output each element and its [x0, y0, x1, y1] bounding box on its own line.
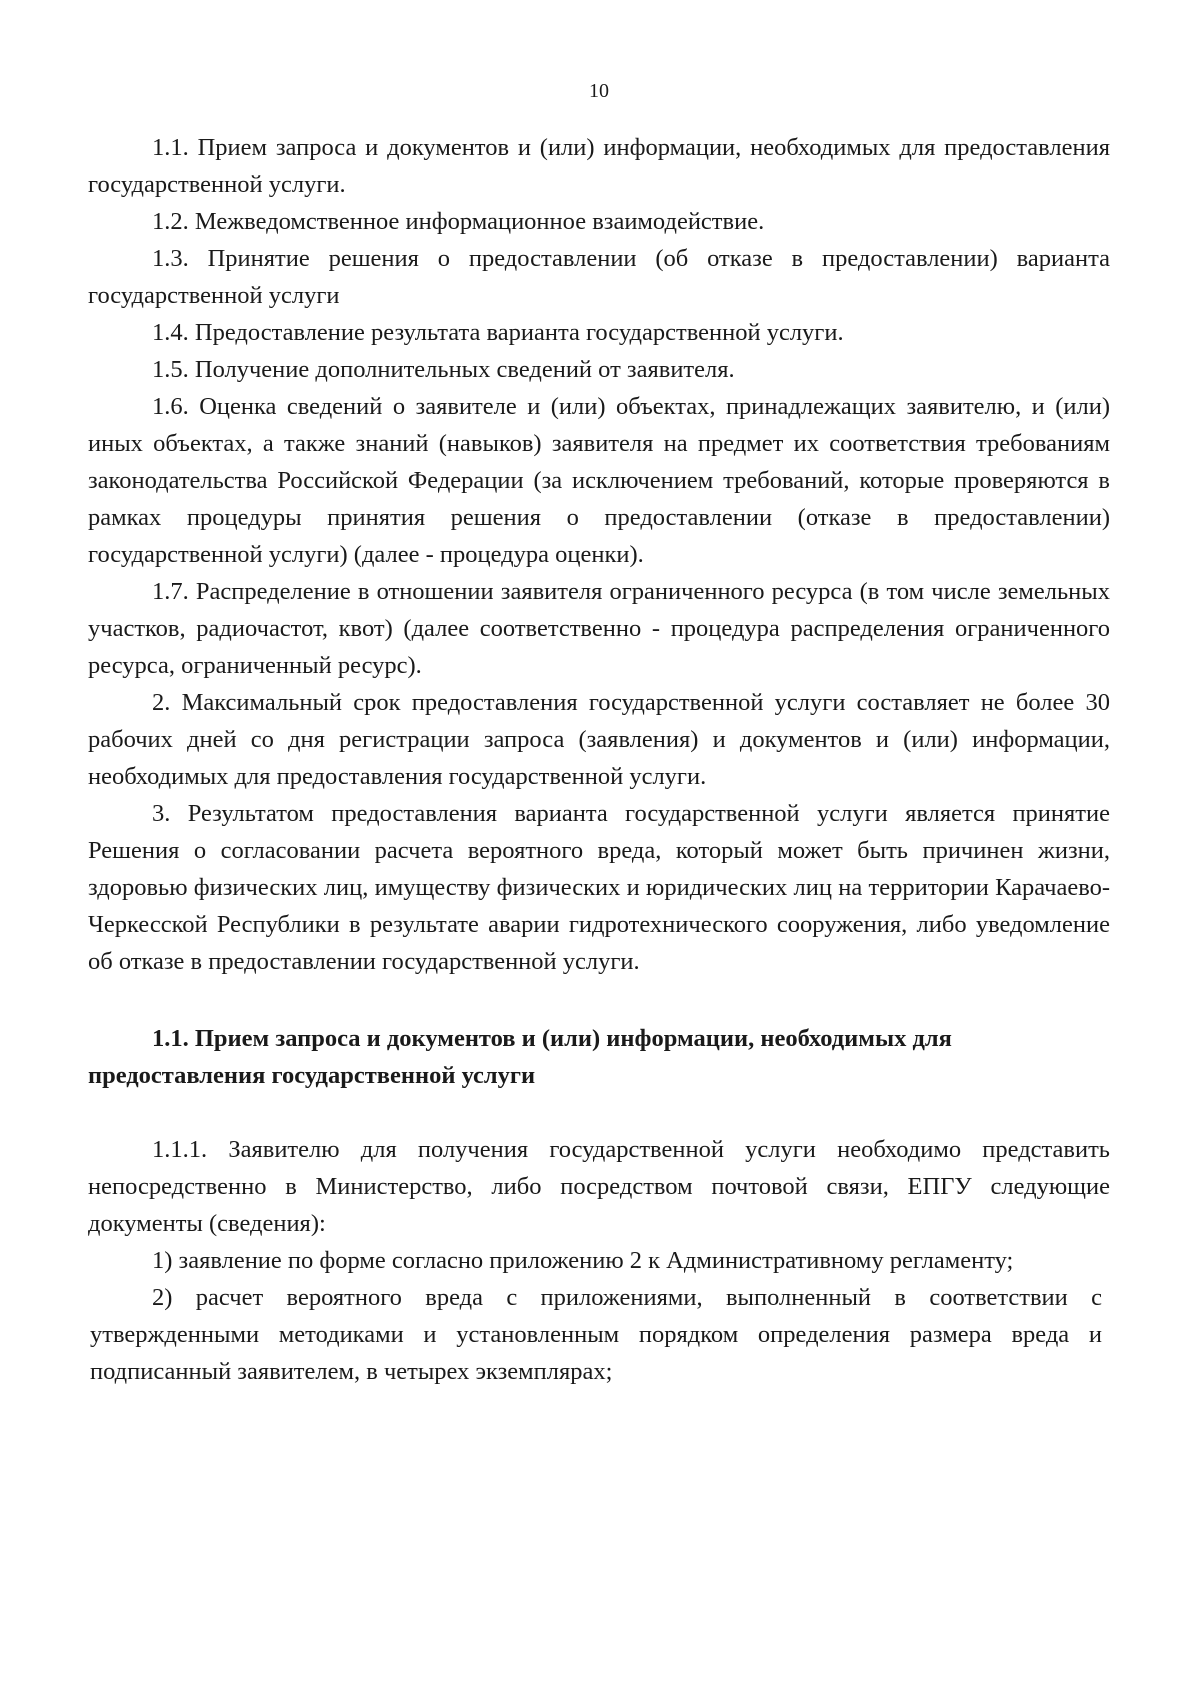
- paragraph-1-2: 1.2. Межведомственное информационное взаимодействие.: [152, 208, 765, 235]
- document-body: [88, 129, 1110, 1390]
- document-page: [88, 0, 1110, 1697]
- paragraph-1-4: 1.4. Предоставление результата варианта государственной услуги.: [152, 319, 844, 346]
- paragraph-1-6: 1.6. Оценка сведений о заявителе и (или) объектах, принадлежащих заявителю, и (или) иных объектах, а также знаний (навыков) заявителя на предмет их соответствия требованиям законодательства Российской Федерации (за исключением требований, которые проверяются в рамках процедуры принятия решения о предоставлении (отказе в предоставлении) государственной услуги) (далее - процедура оценки).: [88, 393, 1110, 568]
- paragraph-1-5: 1.5. Получение дополнительных сведений от заявителя.: [152, 356, 735, 383]
- list-item-2: 2) расчет вероятного вреда с приложениями, выполненный в соответствии с утвержденными методиками и установленным порядком определения размера вреда и подписанный заявителем, в четырех экземплярах;: [90, 1284, 1102, 1385]
- paragraph-3: 3. Результатом предоставления варианта государственной услуги является принятие Решения о согласовании расчета вероятного вреда, который может быть причинен жизни, здоровью физических лиц, имуществу физических и юридических лиц на территории Карачаево-Черкесской Республики в результате аварии гидротехнического сооружения, либо уведомление об отказе в предоставлении государственной услуги.: [88, 800, 1110, 975]
- paragraph-1-7: 1.7. Распределение в отношении заявителя ограниченного ресурса (в том числе земельных участков, радиочастот, квот) (далее соответственно - процедура распределения ограниченного ресурса, ограниченный ресурс).: [88, 578, 1110, 679]
- paragraph-2: 2. Максимальный срок предоставления государственной услуги составляет не более 30 рабочих дней со дня регистрации запроса (заявления) и документов и (или) информации, необходимых для предоставления государственной услуги.: [88, 689, 1110, 790]
- section-heading: 1.1. Прием запроса и документов и (или) информации, необходимых для предоставления государственной услуги: [88, 1025, 952, 1089]
- list-item-1: 1) заявление по форме согласно приложению 2 к Административному регламенту;: [152, 1247, 1014, 1274]
- paragraph-1-1: 1.1. Прием запроса и документов и (или) информации, необходимых для предоставления государственной услуги.: [88, 134, 1110, 198]
- page-number: 10: [589, 80, 609, 102]
- paragraph-1-1-1: 1.1.1. Заявителю для получения государственной услуги необходимо представить непосредственно в Министерство, либо посредством почтовой связи, ЕПГУ следующие документы (сведения):: [88, 1136, 1110, 1237]
- section-gap: [88, 1094, 1110, 1131]
- paragraph-1-3: 1.3. Принятие решения о предоставлении (об отказе в предоставлении) варианта государственной услуги: [88, 245, 1110, 309]
